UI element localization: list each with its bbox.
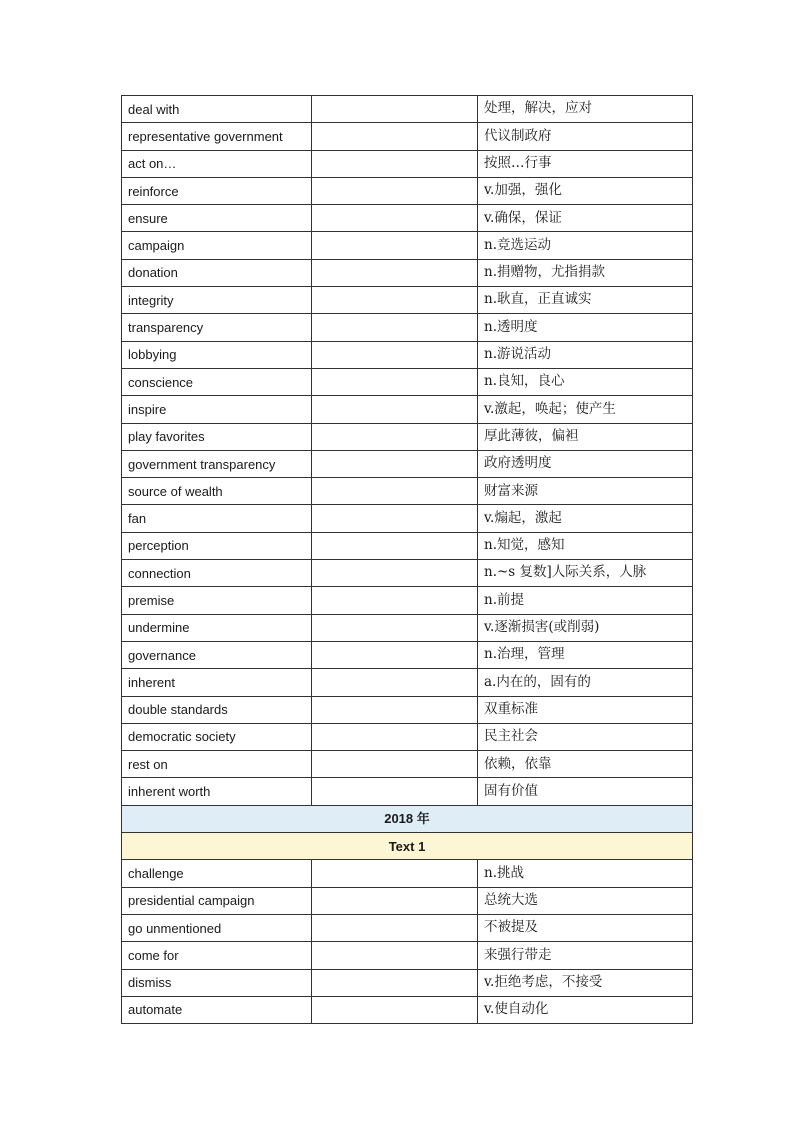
- vocab-meaning: n.游说活动: [478, 341, 693, 368]
- vocab-row: [122, 450, 693, 477]
- vocab-term: connection: [122, 560, 312, 587]
- vocab-row: [122, 641, 693, 668]
- vocab-term: automate: [122, 996, 312, 1023]
- vocab-term: inspire: [122, 396, 312, 423]
- vocab-row: [122, 123, 693, 150]
- vocab-term: play favorites: [122, 423, 312, 450]
- vocab-row: [122, 614, 693, 641]
- vocab-term: donation: [122, 259, 312, 286]
- vocab-row: [122, 505, 693, 532]
- vocab-blank-cell: [312, 150, 478, 177]
- vocab-blank-cell: [312, 314, 478, 341]
- vocab-term: act on…: [122, 150, 312, 177]
- vocab-blank-cell: [312, 96, 478, 123]
- vocab-term: democratic society: [122, 723, 312, 750]
- vocab-meaning: v.使自动化: [478, 996, 693, 1023]
- vocab-term: ensure: [122, 205, 312, 232]
- vocab-row: [122, 341, 693, 368]
- vocab-blank-cell: [312, 887, 478, 914]
- vocab-meaning: 按照…行事: [478, 150, 693, 177]
- vocab-blank-cell: [312, 614, 478, 641]
- vocab-term: transparency: [122, 314, 312, 341]
- vocab-blank-cell: [312, 969, 478, 996]
- vocabulary-table: [121, 95, 693, 1024]
- vocab-blank-cell: [312, 478, 478, 505]
- vocab-row: [122, 314, 693, 341]
- vocab-term: representative government: [122, 123, 312, 150]
- vocab-meaning: v.煽起，激起: [478, 505, 693, 532]
- vocab-row: [122, 669, 693, 696]
- vocab-blank-cell: [312, 778, 478, 805]
- vocab-row: [122, 887, 693, 914]
- vocab-row: [122, 287, 693, 314]
- vocab-blank-cell: [312, 532, 478, 559]
- vocab-meaning: v.拒绝考虑，不接受: [478, 969, 693, 996]
- vocab-blank-cell: [312, 914, 478, 941]
- vocab-blank-cell: [312, 751, 478, 778]
- vocab-term: campaign: [122, 232, 312, 259]
- vocab-term: rest on: [122, 751, 312, 778]
- vocab-term: integrity: [122, 287, 312, 314]
- vocab-meaning: v.逐渐损害(或削弱): [478, 614, 693, 641]
- vocab-row: [122, 751, 693, 778]
- vocab-blank-cell: [312, 177, 478, 204]
- vocab-term: governance: [122, 641, 312, 668]
- vocab-meaning: n.前提: [478, 587, 693, 614]
- vocab-blank-cell: [312, 587, 478, 614]
- vocab-meaning: 不被提及: [478, 914, 693, 941]
- vocab-row: [122, 150, 693, 177]
- vocab-blank-cell: [312, 560, 478, 587]
- vocab-blank-cell: [312, 205, 478, 232]
- vocab-meaning: n.~s 复数]人际关系，人脉: [478, 560, 693, 587]
- vocab-term: government transparency: [122, 450, 312, 477]
- vocab-meaning: n.捐赠物，尤指捐款: [478, 259, 693, 286]
- vocab-blank-cell: [312, 123, 478, 150]
- vocab-term: inherent: [122, 669, 312, 696]
- vocab-row: [122, 423, 693, 450]
- vocab-row: [122, 942, 693, 969]
- vocab-blank-cell: [312, 641, 478, 668]
- vocab-meaning: 双重标准: [478, 696, 693, 723]
- vocab-term: presidential campaign: [122, 887, 312, 914]
- vocab-meaning: n.竞选运动: [478, 232, 693, 259]
- vocab-blank-cell: [312, 396, 478, 423]
- vocab-row: [122, 396, 693, 423]
- vocab-row: [122, 914, 693, 941]
- vocab-term: inherent worth: [122, 778, 312, 805]
- vocab-row: [122, 696, 693, 723]
- year-heading-row: [122, 805, 693, 832]
- vocab-term: challenge: [122, 860, 312, 887]
- vocab-row: [122, 560, 693, 587]
- vocab-row: [122, 723, 693, 750]
- vocab-term: conscience: [122, 368, 312, 395]
- vocab-blank-cell: [312, 259, 478, 286]
- vocab-term: go unmentioned: [122, 914, 312, 941]
- vocab-meaning: 代议制政府: [478, 123, 693, 150]
- vocab-blank-cell: [312, 341, 478, 368]
- vocab-row: [122, 860, 693, 887]
- vocab-row: [122, 259, 693, 286]
- vocab-blank-cell: [312, 723, 478, 750]
- vocab-row: [122, 368, 693, 395]
- vocab-blank-cell: [312, 696, 478, 723]
- vocab-row: [122, 996, 693, 1023]
- vocab-blank-cell: [312, 450, 478, 477]
- vocab-row: [122, 177, 693, 204]
- year-heading: 2018 年: [122, 805, 693, 832]
- vocab-meaning: 民主社会: [478, 723, 693, 750]
- vocab-meaning: 来强行带走: [478, 942, 693, 969]
- vocab-row: [122, 205, 693, 232]
- vocab-term: undermine: [122, 614, 312, 641]
- vocab-row: [122, 778, 693, 805]
- vocab-meaning: n.良知，良心: [478, 368, 693, 395]
- vocab-row: [122, 96, 693, 123]
- vocab-term: come for: [122, 942, 312, 969]
- vocab-meaning: v.加强，强化: [478, 177, 693, 204]
- vocab-term: perception: [122, 532, 312, 559]
- vocab-blank-cell: [312, 287, 478, 314]
- vocabulary-rows-after: [122, 860, 693, 1024]
- vocabulary-rows-before: [122, 96, 693, 806]
- vocab-meaning: v.激起，唤起；使产生: [478, 396, 693, 423]
- text-heading: Text 1: [122, 833, 693, 860]
- vocab-blank-cell: [312, 942, 478, 969]
- vocab-term: deal with: [122, 96, 312, 123]
- vocab-meaning: 政府透明度: [478, 450, 693, 477]
- vocab-blank-cell: [312, 505, 478, 532]
- vocab-row: [122, 969, 693, 996]
- vocab-meaning: n.透明度: [478, 314, 693, 341]
- vocab-blank-cell: [312, 423, 478, 450]
- vocab-row: [122, 232, 693, 259]
- vocab-meaning: 处理，解决，应对: [478, 96, 693, 123]
- vocab-meaning: v.确保，保证: [478, 205, 693, 232]
- vocab-meaning: n.知觉，感知: [478, 532, 693, 559]
- vocab-row: [122, 587, 693, 614]
- vocab-meaning: n.挑战: [478, 860, 693, 887]
- vocab-term: dismiss: [122, 969, 312, 996]
- vocab-term: fan: [122, 505, 312, 532]
- vocab-meaning: 固有价值: [478, 778, 693, 805]
- vocab-blank-cell: [312, 996, 478, 1023]
- vocab-meaning: n.治理，管理: [478, 641, 693, 668]
- vocab-blank-cell: [312, 669, 478, 696]
- vocab-meaning: 厚此薄彼，偏袒: [478, 423, 693, 450]
- vocab-meaning: 财富来源: [478, 478, 693, 505]
- vocab-term: premise: [122, 587, 312, 614]
- vocab-term: double standards: [122, 696, 312, 723]
- text-heading-row: [122, 833, 693, 860]
- vocab-blank-cell: [312, 368, 478, 395]
- vocab-meaning: 依赖，依靠: [478, 751, 693, 778]
- vocab-meaning: 总统大选: [478, 887, 693, 914]
- vocab-blank-cell: [312, 232, 478, 259]
- vocab-term: lobbying: [122, 341, 312, 368]
- vocab-blank-cell: [312, 860, 478, 887]
- vocab-row: [122, 478, 693, 505]
- vocab-meaning: a.内在的，固有的: [478, 669, 693, 696]
- vocab-row: [122, 532, 693, 559]
- vocab-meaning: n.耿直，正直诚实: [478, 287, 693, 314]
- vocab-term: reinforce: [122, 177, 312, 204]
- vocab-term: source of wealth: [122, 478, 312, 505]
